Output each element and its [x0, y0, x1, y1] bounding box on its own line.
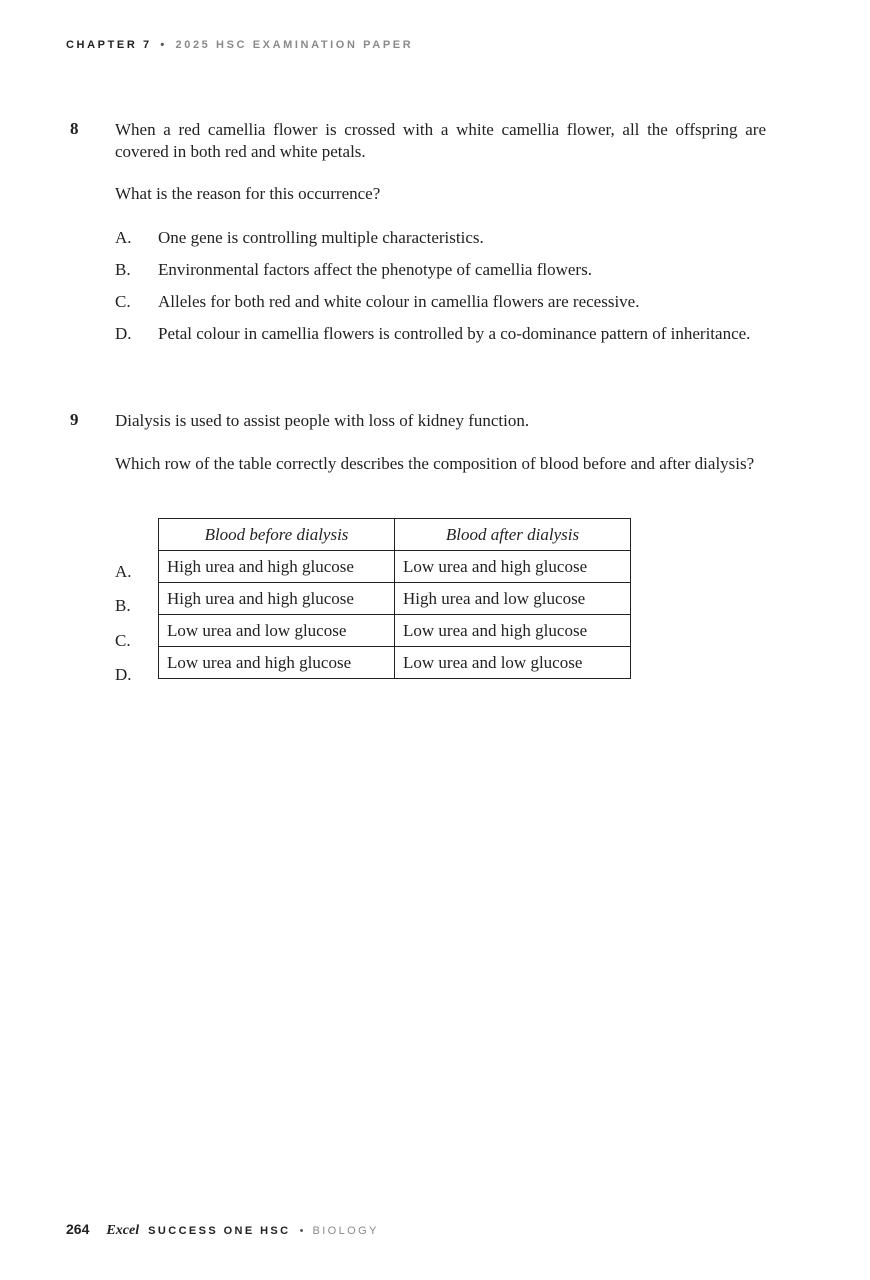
- option-letter: D.: [115, 324, 132, 343]
- option-letter: A.: [115, 228, 132, 247]
- question-stem: When a red camellia flower is crossed with a white camellia flower, all the offspring are covered in both red and white petals.: [115, 120, 766, 161]
- option-text: Environmental factors affect the phenotype of camellia flowers.: [158, 260, 592, 279]
- column-header: Blood after dialysis: [395, 519, 631, 551]
- row-letter-b: B.: [115, 596, 131, 615]
- option-text: Alleles for both red and white colour in camellia flowers are recessive.: [158, 292, 640, 311]
- running-header: [66, 39, 413, 51]
- table-cell-before: High urea and high glucose: [159, 583, 395, 615]
- row-letter-a: A.: [115, 562, 132, 581]
- question-prompt: Which row of the table correctly describes the composition of blood before and after dialysis?: [115, 454, 755, 473]
- table-cell-before: High urea and high glucose: [159, 551, 395, 583]
- table-row: [159, 647, 631, 679]
- chapter-label: CHAPTER 7: [66, 39, 152, 51]
- table-row: [159, 615, 631, 647]
- footer-separator: •: [299, 1225, 304, 1237]
- table-header-row: [159, 519, 631, 551]
- question-stem: Dialysis is used to assist people with loss of kidney function.: [115, 411, 530, 430]
- table-cell-after: Low urea and high glucose: [395, 551, 631, 583]
- page-number: 264: [66, 1221, 90, 1237]
- page-footer: [66, 1221, 379, 1239]
- row-letter-d: D.: [115, 665, 132, 684]
- brand-logo: Excel: [106, 1223, 140, 1238]
- question-number: 9: [70, 410, 79, 429]
- table-cell-after: Low urea and high glucose: [395, 615, 631, 647]
- header-separator: •: [160, 39, 167, 51]
- table-row: [159, 551, 631, 583]
- table-row: [159, 583, 631, 615]
- option-letter: B.: [115, 260, 131, 279]
- dialysis-table: [158, 518, 631, 679]
- table-cell-before: Low urea and high glucose: [159, 647, 395, 679]
- paper-title: 2025 HSC EXAMINATION PAPER: [175, 39, 414, 51]
- row-letter-c: C.: [115, 631, 131, 650]
- option-text: One gene is controlling multiple characteristics.: [158, 228, 484, 247]
- option-text: Petal colour in camellia flowers is controlled by a co-dominance pattern of inheritance.: [158, 324, 751, 343]
- column-header: Blood before dialysis: [159, 519, 395, 551]
- table-cell-before: Low urea and low glucose: [159, 615, 395, 647]
- question-number: 8: [70, 119, 79, 138]
- table-cell-after: Low urea and low glucose: [395, 647, 631, 679]
- table-cell-after: High urea and low glucose: [395, 583, 631, 615]
- option-letter: C.: [115, 292, 131, 311]
- question-prompt: What is the reason for this occurrence?: [115, 184, 381, 203]
- series-name: SUCCESS ONE HSC: [148, 1225, 291, 1237]
- subject-name: BIOLOGY: [312, 1225, 379, 1237]
